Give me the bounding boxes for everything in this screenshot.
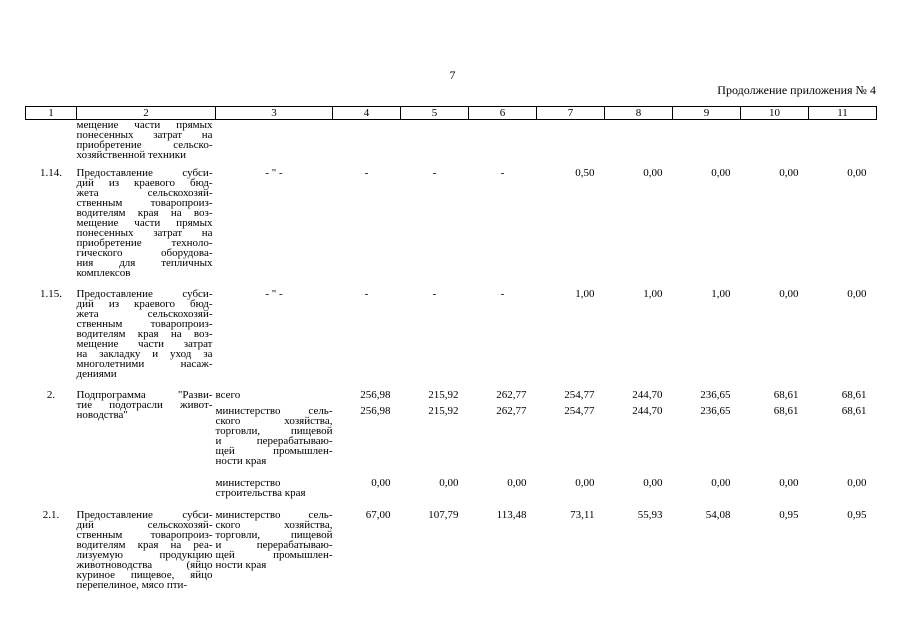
description-line: дениями <box>76 368 117 380</box>
description-line: Предоставление субси- <box>76 288 213 300</box>
value-cell: 1,00 <box>711 288 731 300</box>
value-cell: 0,00 <box>643 477 663 489</box>
description-line: водителям края на воз- <box>76 207 213 219</box>
description-line: ния для тепличных <box>76 257 213 269</box>
executor-line: и перерабатываю- <box>215 539 333 551</box>
description-line: ственным товаропроиз- <box>76 197 213 209</box>
column-header: 11 <box>809 107 877 120</box>
executor-line: всего <box>215 389 241 401</box>
value-cell: 0,00 <box>779 288 799 300</box>
executor-line: ности края <box>215 559 267 571</box>
row-number: 2. <box>46 389 56 401</box>
row-executor <box>216 166 333 287</box>
value-cell <box>333 120 401 167</box>
column-header: 5 <box>401 107 469 120</box>
row-executor <box>216 404 333 476</box>
value-cell: 0,00 <box>507 477 527 489</box>
column-header: 1 <box>26 107 77 120</box>
row-executor <box>216 476 333 508</box>
table-row <box>26 287 877 388</box>
value-cell: 256,98 <box>360 405 391 417</box>
value-cell: 244,70 <box>632 389 663 401</box>
description-line: комплексов <box>76 267 131 279</box>
description-line: понесенных затрат на <box>76 227 213 239</box>
description-line: гического оборудова- <box>76 247 213 259</box>
description-line: куриное пищевое, яйцо <box>76 569 213 581</box>
description-line: Предоставление субси- <box>76 167 213 179</box>
value-cell <box>741 120 809 167</box>
column-header: 4 <box>333 107 401 120</box>
column-header: 9 <box>673 107 741 120</box>
value-cell: 262,77 <box>496 405 527 417</box>
value-cell: 1,00 <box>643 288 663 300</box>
description-line: дий из краевого бюд- <box>76 298 213 310</box>
value-cell: 236,65 <box>700 405 731 417</box>
description-line: многолетними насаж- <box>76 358 213 370</box>
column-header: 7 <box>537 107 605 120</box>
value-cell: 67,00 <box>365 509 391 521</box>
description-line: ственным товаропроиз- <box>76 529 213 541</box>
executor-line: торговли, пищевой <box>215 529 333 541</box>
value-cell: 0,50 <box>575 167 595 179</box>
description-line: дий сельскохозяй- <box>76 519 213 531</box>
header-row <box>26 107 877 120</box>
column-header: 2 <box>77 107 216 120</box>
table-row <box>26 508 877 590</box>
value-cell: 215,92 <box>428 405 459 417</box>
row-description <box>77 166 216 287</box>
value-cell: 244,70 <box>632 405 663 417</box>
executor-line: и перерабатываю- <box>215 435 333 447</box>
value-cell: 256,98 <box>360 389 391 401</box>
description-line: ственным товаропроиз- <box>76 318 213 330</box>
description-line: тие подотрасли живот- <box>76 399 213 411</box>
value-cell: 0,00 <box>779 477 799 489</box>
description-line: жета сельскохозяй- <box>76 308 213 320</box>
value-cell: 262,77 <box>496 389 527 401</box>
value-cell: 0,00 <box>779 167 799 179</box>
executor-line: щей промышлен- <box>215 549 333 561</box>
value-cell: - <box>500 167 505 179</box>
executor-line: строительства края <box>215 487 306 499</box>
description-line: водителям края на реа- <box>76 539 213 551</box>
description-line: понесенных затрат на <box>76 129 213 141</box>
row-description <box>77 287 216 388</box>
description-line: мещение части прямых <box>76 217 213 229</box>
description-line: новодства" <box>76 409 128 421</box>
value-cell: 113,48 <box>496 509 527 521</box>
row-description <box>77 120 216 167</box>
value-cell: 1,00 <box>575 288 595 300</box>
row-executor <box>216 508 333 590</box>
row-number: 1.14. <box>40 167 62 179</box>
row-number <box>26 120 77 167</box>
description-line: перепелиное, мясо пти- <box>76 579 188 591</box>
value-cell: 0,00 <box>847 167 867 179</box>
value-cell: 54,08 <box>705 509 731 521</box>
column-header: 6 <box>469 107 537 120</box>
value-cell: - <box>364 167 369 179</box>
executor-line: ского хозяйства, <box>215 519 333 531</box>
budget-table <box>25 106 877 590</box>
value-cell: 0,00 <box>847 477 867 489</box>
executor-line: министерство <box>215 477 281 489</box>
value-cell: 0,00 <box>371 477 391 489</box>
table-row <box>26 120 877 167</box>
value-cell: 0,00 <box>711 167 731 179</box>
value-cell <box>537 120 605 167</box>
column-header: 10 <box>741 107 809 120</box>
value-cell <box>673 120 741 167</box>
description-line: дий из краевого бюд- <box>76 177 213 189</box>
value-cell: 0,95 <box>779 509 799 521</box>
description-line: Подпрограмма "Разви- <box>76 389 213 401</box>
description-line: приобретение сельско- <box>76 139 213 151</box>
description-line: водителям края на воз- <box>76 328 213 340</box>
value-cell: 55,93 <box>637 509 663 521</box>
description-line: приобретение техноло- <box>76 237 213 249</box>
value-cell: 68,61 <box>841 405 867 417</box>
row-executor <box>216 120 333 167</box>
description-line: на закладку и уход за <box>76 348 213 360</box>
value-cell: 0,00 <box>643 167 663 179</box>
executor-line: ского хозяйства, <box>215 415 333 427</box>
row-description <box>77 388 216 508</box>
value-cell: - <box>500 288 505 300</box>
description-line: лизуемую продукцию <box>76 549 213 561</box>
column-header: 3 <box>216 107 333 120</box>
value-cell: 0,00 <box>847 288 867 300</box>
value-cell: 236,65 <box>700 389 731 401</box>
executor-line: министерство сель- <box>215 405 333 417</box>
executor-line: - " - <box>265 288 283 300</box>
value-cell: 68,61 <box>841 389 867 401</box>
value-cell <box>605 120 673 167</box>
value-cell: 68,61 <box>773 405 799 417</box>
table-row <box>26 388 877 404</box>
value-cell: 0,00 <box>575 477 595 489</box>
value-cell: 73,11 <box>570 509 595 521</box>
description-line: Предоставление субси- <box>76 509 213 521</box>
description-line: мещение части затрат <box>76 338 213 350</box>
value-cell: - <box>364 288 369 300</box>
row-description <box>77 508 216 590</box>
value-cell: - <box>432 167 437 179</box>
page-number: 7 <box>449 68 456 82</box>
row-number: 2.1. <box>42 509 60 521</box>
value-cell: 107,79 <box>428 509 459 521</box>
row-number: 1.15. <box>40 288 62 300</box>
value-cell: 215,92 <box>428 389 459 401</box>
executor-line: торговли, пищевой <box>215 425 333 437</box>
row-executor <box>216 388 333 404</box>
value-cell: - <box>432 288 437 300</box>
value-cell <box>469 120 537 167</box>
description-line: жета сельскохозяй- <box>76 187 213 199</box>
value-cell: 0,00 <box>439 477 459 489</box>
executor-line: ности края <box>215 455 267 467</box>
executor-line: - " - <box>265 167 283 179</box>
value-cell: 254,77 <box>564 389 595 401</box>
value-cell: 0,00 <box>711 477 731 489</box>
description-line: животноводства (яйцо <box>76 559 213 571</box>
continuation-label: Продолжение приложения № 4 <box>717 83 876 97</box>
value-cell <box>401 120 469 167</box>
executor-line: щей промышлен- <box>215 445 333 457</box>
row-executor <box>216 287 333 388</box>
executor-line: министерство сель- <box>215 509 333 521</box>
table-row <box>26 166 877 287</box>
description-line: хозяйственной техники <box>76 149 187 161</box>
value-cell <box>809 120 877 167</box>
value-cell: 254,77 <box>564 405 595 417</box>
table-body <box>26 120 877 591</box>
description-line: мещение части прямых <box>76 119 213 131</box>
column-header: 8 <box>605 107 673 120</box>
value-cell: 68,61 <box>773 389 799 401</box>
value-cell: 0,95 <box>847 509 867 521</box>
